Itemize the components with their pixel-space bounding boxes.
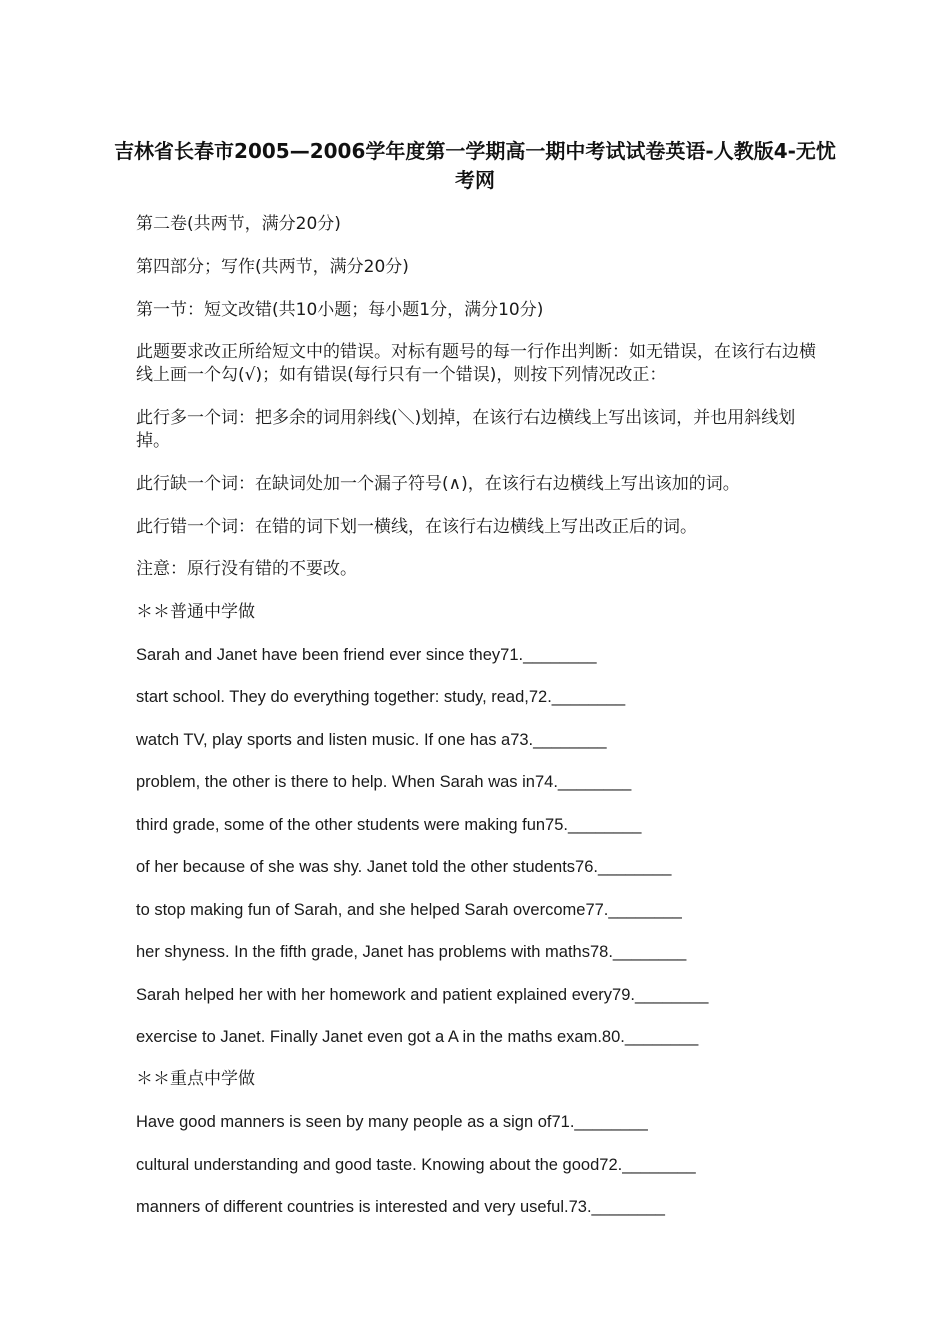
header-line-part: 第四部分；写作(共两节，满分20分) <box>136 257 409 277</box>
exercise-line: exercise to Janet. Finally Janet even got a A in the maths exam.80.________ <box>136 1028 699 1046</box>
exercise-line: third grade, some of the other students were making fun75.________ <box>136 816 642 834</box>
exercise-line: of her because of she was shy. Janet told the other students76.________ <box>136 858 672 876</box>
exercise-line: watch TV, play sports and listen music. If one has a73.________ <box>136 731 607 749</box>
instruction-extra-word: 此行多一个词：把多余的词用斜线(＼)划掉，在该行右边横线上写出该词，并也用斜线划掉。 <box>136 408 796 451</box>
exercise-line: start school. They do everything together: study, read,72.________ <box>136 688 626 706</box>
section-heading-ordinary: ＊＊普通中学做 <box>136 602 255 622</box>
instruction-note: 注意：原行没有错的不要改。 <box>136 559 357 579</box>
exercise-line: problem, the other is there to help. When Sarah was in74.________ <box>136 773 632 791</box>
instruction-missing-word: 此行缺一个词：在缺词处加一个漏子符号(∧)，在该行右边横线上写出该加的词。 <box>136 474 740 494</box>
exercise-line: cultural understanding and good taste. Knowing about the good72.________ <box>136 1156 696 1174</box>
page-title: 吉林省长春市2005—2006学年度第一学期高一期中考试试卷英语-人教版4-无忧考网 <box>114 139 836 192</box>
instruction-wrong-word: 此行错一个词：在错的词下划一横线，在该行右边横线上写出改正后的词。 <box>136 517 697 537</box>
exercise-line: to stop making fun of Sarah, and she helped Sarah overcome77.________ <box>136 901 682 919</box>
exercise-line: Sarah helped her with her homework and patient explained every79.________ <box>136 986 709 1004</box>
header-line-section: 第一节：短文改错(共10小题；每小题1分，满分10分) <box>136 300 544 320</box>
exercise-line: manners of different countries is interested and very useful.73.________ <box>136 1198 665 1216</box>
exercise-line: Have good manners is seen by many people as a sign of71.________ <box>136 1113 648 1131</box>
exercise-line: her shyness. In the fifth grade, Janet has problems with maths78.________ <box>136 943 687 961</box>
exercise-line: Sarah and Janet have been friend ever since they71.________ <box>136 646 597 664</box>
section-heading-key: ＊＊重点中学做 <box>136 1069 255 1089</box>
header-line-volume: 第二卷(共两节，满分20分) <box>136 214 341 234</box>
instruction-paragraph: 此题要求改正所给短文中的错误。对标有题号的每一行作出判断：如无错误，在该行右边横线上画一个勾(√)；如有错误(每行只有一个错误)，则按下列情况改正： <box>136 342 816 385</box>
